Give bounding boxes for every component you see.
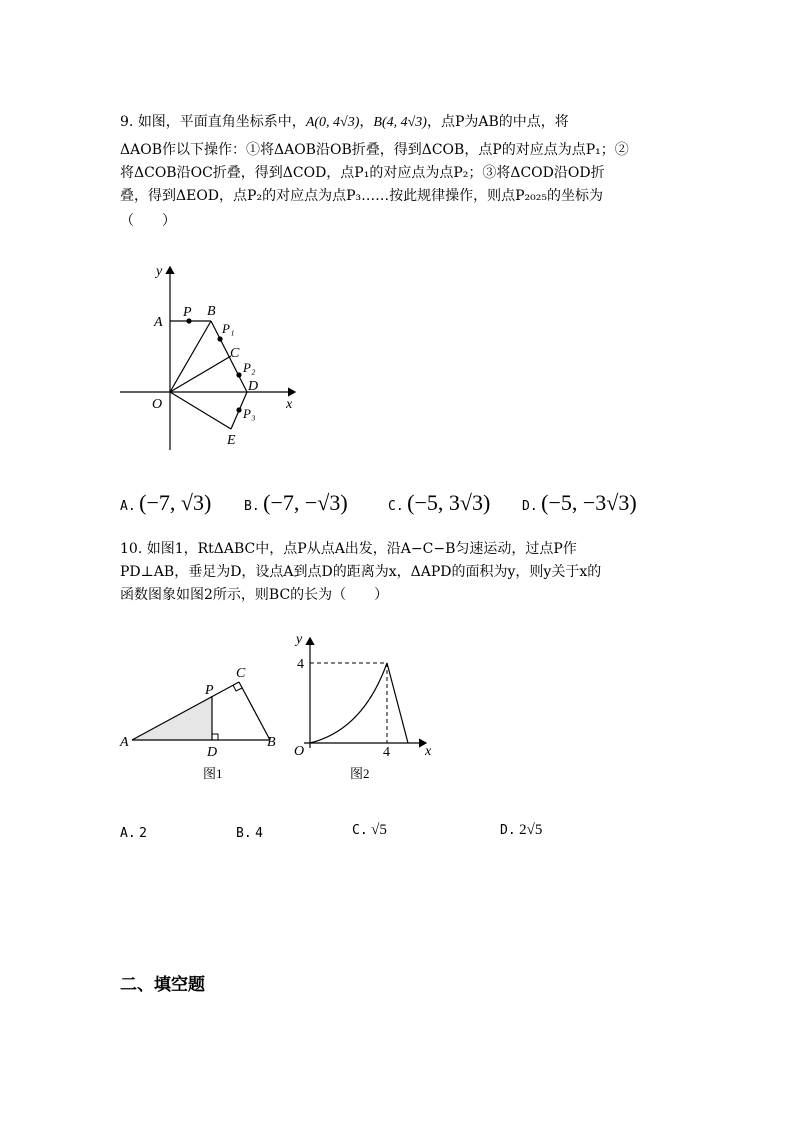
- q9-option-b[interactable]: [244, 490, 348, 516]
- q9-number: 9.: [120, 114, 134, 130]
- q10-fig1-caption: 图1: [203, 766, 223, 781]
- q9-label-p2: P₂: [243, 360, 256, 375]
- q9-dot-p2: [236, 372, 241, 377]
- q9-option-a-value: (−7, √3): [139, 490, 212, 515]
- q9-point-b: B: [373, 115, 382, 130]
- q9-line-4: 叠，得到ΔEOD，点P₂的对应点为点P₃……按此规律操作，则点P₂₀₂₅的坐标为: [120, 188, 603, 204]
- q10-label-c: C: [236, 666, 246, 681]
- q9-segment-ob: [170, 321, 211, 392]
- q9-label-x: x: [286, 397, 293, 412]
- q9-label-b: B: [207, 304, 216, 319]
- q9-line-1: [120, 113, 569, 132]
- q10-fig2-curve: [310, 663, 387, 743]
- q10-option-a-value: 2: [139, 826, 147, 841]
- q9-line-5: （ ）: [120, 213, 176, 229]
- q9-label-y: y: [156, 264, 163, 279]
- q9-dot-p1: [217, 336, 222, 341]
- q9-option-c-label: C.: [388, 499, 404, 514]
- q10-label-b: B: [267, 735, 276, 750]
- q9-comma: ，: [359, 114, 374, 130]
- q10-option-c[interactable]: [352, 822, 387, 839]
- q9-label-p3: P₃: [243, 406, 256, 421]
- q9-line-2: ΔAOB作以下操作：①将ΔAOB沿OB折叠，得到ΔCOB，点P的对应点为点P₁；②: [120, 142, 629, 158]
- q9-option-c[interactable]: [388, 490, 490, 516]
- q10-option-a-label: A.: [120, 826, 136, 841]
- q9-point-a: A: [305, 115, 315, 130]
- q9-intro: 如图，平面直角坐标系中，: [137, 114, 306, 130]
- q9-dot-p3: [236, 407, 241, 412]
- q9-option-d-label: D.: [522, 499, 538, 514]
- q10-figure-2: [288, 630, 448, 790]
- q9-option-b-label: B.: [244, 499, 260, 514]
- q10-option-b-value: 4: [255, 826, 263, 841]
- q10-fig2-xtick: 4: [383, 745, 390, 760]
- q9-option-d-value: (−5, −3√3): [541, 490, 637, 515]
- q9-label-p1: P₁: [222, 321, 235, 336]
- q9-label-a: A: [154, 315, 163, 330]
- q10-fig2-label-x: x: [425, 744, 432, 759]
- q10-line-2: PD⊥AB，垂足为D，设点A到点D的距离为x，ΔAPD的面积为y，则y关于x的: [120, 564, 602, 580]
- q10-fig2-ytick: 4: [297, 657, 304, 672]
- q9-label-d: D: [248, 379, 259, 394]
- q9-label-p: P: [183, 305, 192, 320]
- q9-option-b-value: (−7, −√3): [263, 490, 348, 515]
- q10-number: 10.: [120, 541, 143, 557]
- q10-option-d-value: 2√5: [519, 822, 543, 838]
- q10-fig2-label-o: O: [294, 744, 305, 759]
- q9-label-o: O: [152, 397, 163, 412]
- q9-option-a-label: A.: [120, 499, 136, 514]
- q9-coord-a: (0, 4√3): [314, 115, 360, 130]
- q9-figure: [110, 255, 310, 455]
- q9-option-d[interactable]: [522, 490, 637, 516]
- q10-option-d[interactable]: [500, 822, 542, 839]
- q10-option-d-label: D.: [500, 823, 516, 838]
- q9-option-c-value: (−5, 3√3): [407, 490, 491, 515]
- q9-segment-oc: [170, 356, 231, 392]
- q9-label-c: C: [230, 346, 240, 361]
- q9-option-a[interactable]: [120, 490, 211, 516]
- q9-label-e: E: [227, 433, 236, 448]
- q10-line-1-text: 如图1，RtΔABC中，点P从点A出发，沿A−C−B匀速运动，过点P作: [146, 541, 577, 557]
- q10-right-angle-d: [212, 734, 218, 740]
- section-2-title: 二、填空题: [120, 975, 205, 995]
- q10-fig2-label-y: y: [296, 632, 303, 647]
- q10-option-b-label: B.: [236, 826, 252, 841]
- q9-segment-oe: [170, 392, 231, 429]
- q10-option-c-label: C.: [352, 823, 368, 838]
- q9-intro-end: ，点P为AB的中点，将: [426, 114, 569, 130]
- q9-line-3: 将ΔCOB沿OC折叠，得到ΔCOD，点P₁的对应点为点P₂；③将ΔCOD沿OD折: [120, 165, 605, 181]
- q10-fig2-drop-line: [387, 663, 408, 743]
- q10-option-c-value: √5: [371, 822, 387, 838]
- q10-fig2-caption: 图2: [350, 766, 370, 781]
- q10-segment-cb: [239, 682, 270, 740]
- q10-option-b[interactable]: [236, 826, 263, 842]
- q10-option-a[interactable]: [120, 826, 147, 842]
- q10-line-1: [120, 540, 577, 558]
- q10-figure-1: [115, 660, 290, 790]
- q10-line-3: 函数图象如图2所示，则BC的长为（ ）: [120, 587, 389, 603]
- q10-label-a: A: [120, 735, 129, 750]
- q9-coord-b: (4, 4√3): [381, 115, 427, 130]
- q10-label-p: P: [205, 683, 214, 698]
- q10-label-d: D: [207, 745, 218, 760]
